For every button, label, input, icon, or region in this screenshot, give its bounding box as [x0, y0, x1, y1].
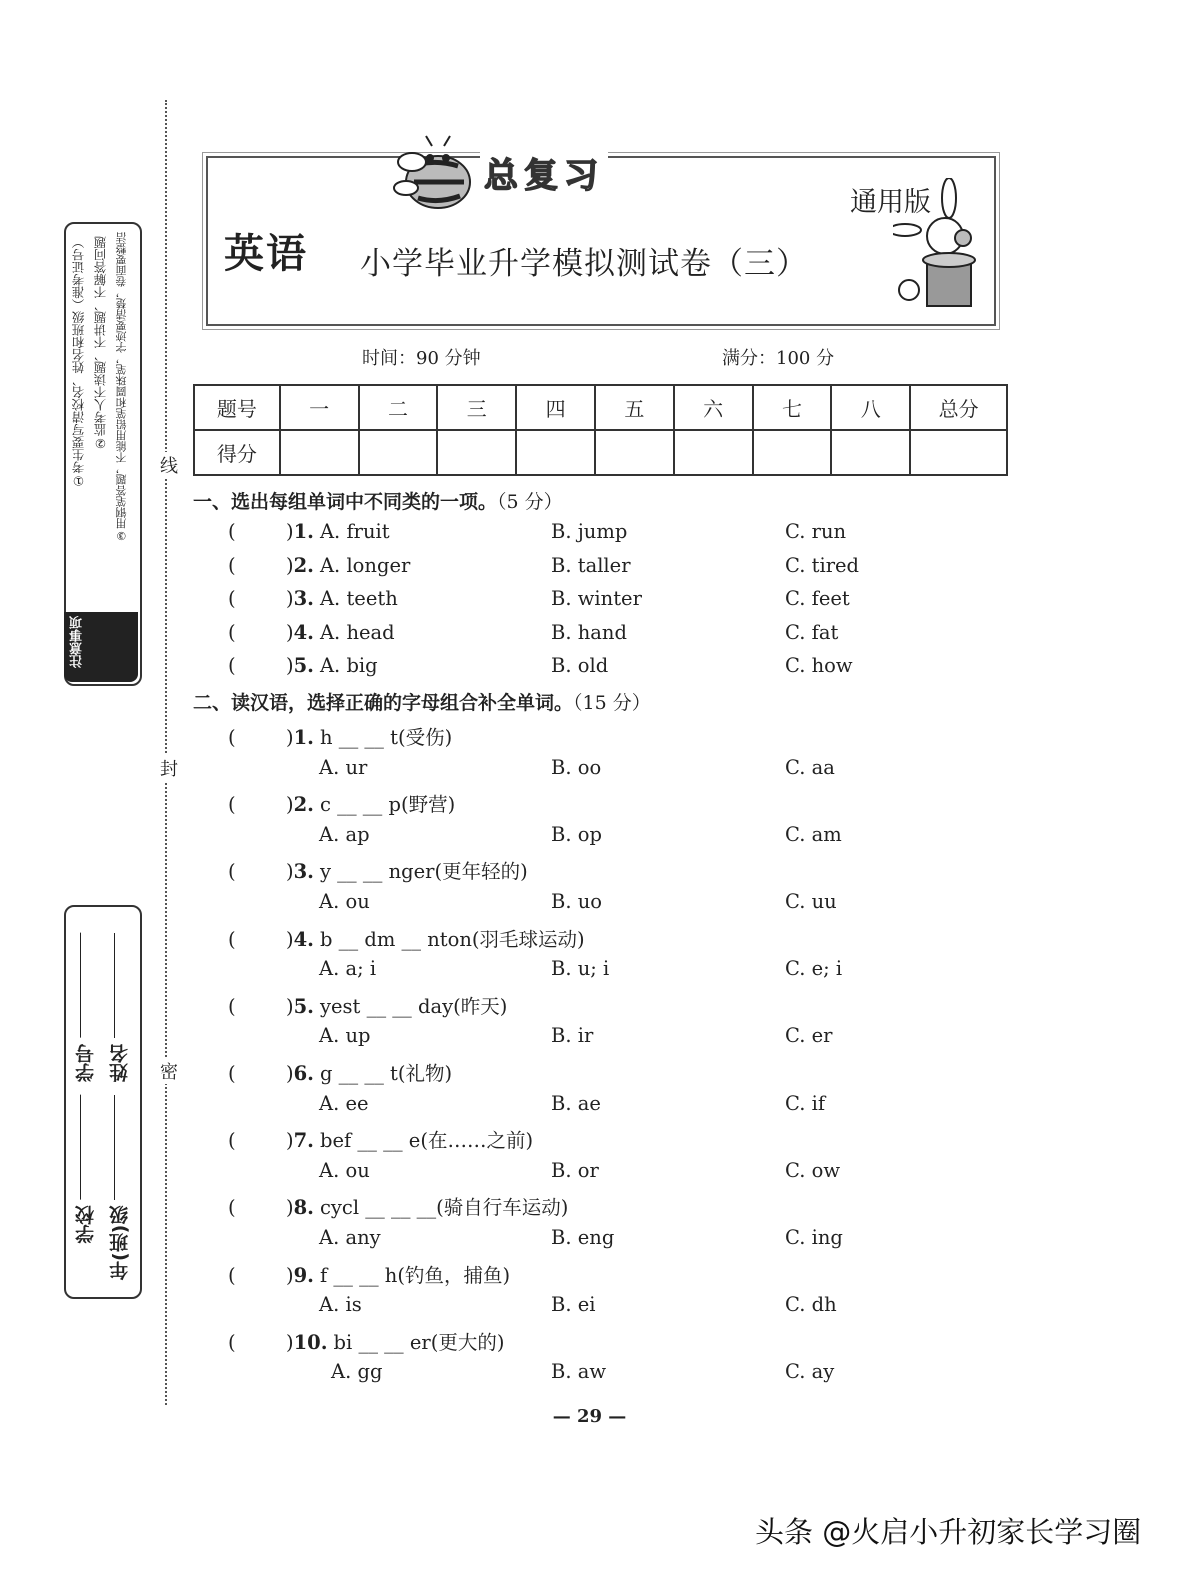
score-table-header-row: [194, 385, 1007, 430]
table-cell: 五: [595, 385, 674, 430]
question-number: 3.: [293, 860, 314, 884]
option-a: A. big: [319, 654, 378, 677]
option-b: B. winter: [551, 587, 642, 610]
question-row: ( )1. A. fruit: [228, 520, 390, 543]
option-b: B. ae: [551, 1091, 601, 1115]
answer-blank[interactable]: (: [228, 1263, 236, 1287]
option-a: A. ap: [319, 822, 370, 846]
notice-2: ②监考人不读题、不讲题、不解答问题: [93, 236, 108, 451]
option-b: B. or: [551, 1158, 599, 1182]
question-number: 6.: [293, 1062, 314, 1085]
question-stem: c __ __ p(野营): [319, 793, 456, 817]
review-badge: 总复习: [480, 148, 608, 197]
notice-3: ③用钢笔答题，不能用铅笔和圆珠笔，字迹要清楚，卷面要整洁: [115, 232, 128, 542]
option-a: A. fruit: [319, 520, 390, 543]
option-a: A. teeth: [319, 587, 398, 610]
section2-title: 二、读汉语，选择正确的字母组合补全单词。: [193, 692, 574, 714]
question-number: 4.: [293, 620, 314, 644]
question-number: 5.: [293, 654, 314, 677]
table-cell: 八: [831, 385, 910, 430]
score-table-score-row: [194, 430, 1007, 475]
bee-icon: [392, 132, 484, 218]
option-a: A. ou: [319, 889, 370, 913]
cut-mark-close: 密: [158, 1058, 180, 1084]
option-b: B. aw: [551, 1360, 607, 1384]
question-stem: bef __ __ e(在……之前): [319, 1129, 534, 1153]
question-row: ( )5. yest __ __ day(昨天): [228, 994, 508, 1018]
score-input-cell[interactable]: [516, 430, 595, 475]
option-a: A. head: [319, 620, 395, 644]
option-c: C. feet: [785, 587, 850, 610]
notice-heading: [64, 612, 138, 682]
option-c: C. fat: [785, 620, 839, 644]
full-score: 满分：100 分: [722, 348, 835, 369]
table-cell: 六: [674, 385, 753, 430]
score-input-cell[interactable]: [831, 430, 910, 475]
question-row: ( )3. y __ __ nger(更年轻的): [228, 860, 528, 884]
option-c: C. if: [785, 1091, 826, 1115]
score-input-cell[interactable]: [359, 430, 438, 475]
score-table: [193, 384, 1008, 476]
score-input-cell[interactable]: [280, 430, 359, 475]
answer-blank[interactable]: (: [228, 520, 236, 543]
question-row: ( )2. A. longer: [228, 553, 411, 577]
question-stem: y __ __ nger(更年轻的): [319, 860, 528, 884]
binding-dotted-line: [165, 100, 167, 1405]
question-number: 2.: [293, 793, 314, 817]
answer-blank[interactable]: (: [228, 860, 236, 884]
answer-blank[interactable]: (: [228, 793, 236, 817]
answer-blank[interactable]: (: [228, 620, 236, 644]
question-stem: yest __ __ day(昨天): [319, 994, 508, 1018]
option-a: A. ur: [319, 755, 368, 779]
question-number: 4.: [293, 927, 314, 951]
answer-blank[interactable]: (: [228, 1196, 236, 1220]
option-c: C. run: [785, 520, 847, 543]
option-c: C. tired: [785, 553, 860, 577]
table-cell: 题号: [194, 385, 280, 430]
question-row: ( )1. h __ __ t(受伤): [228, 726, 453, 749]
option-c: C. how: [785, 654, 853, 677]
table-cell: 三: [437, 385, 516, 430]
score-input-cell[interactable]: [674, 430, 753, 475]
question-row: ( )2. c __ __ p(野营): [228, 793, 456, 817]
question-number: 1.: [293, 520, 314, 543]
option-a: A. gg: [331, 1360, 383, 1384]
option-a: A. any: [319, 1225, 381, 1249]
option-c: C. am: [785, 822, 842, 846]
answer-blank[interactable]: (: [228, 587, 236, 610]
table-cell: 得分: [194, 430, 280, 475]
option-b: B. eng: [551, 1225, 615, 1249]
cut-mark-line: 线: [158, 452, 180, 478]
option-a: A. is: [319, 1293, 362, 1317]
option-b: B. ir: [551, 1024, 594, 1048]
page-number: — 29 —: [552, 1406, 627, 1427]
name-label: 姓名: [109, 1044, 131, 1082]
section2-heading: [193, 688, 651, 715]
watermark: 头条 @火启小升初家长学习圈: [755, 1515, 1142, 1549]
question-number: 9.: [293, 1263, 314, 1287]
question-row: ( )6. g __ __ t(礼物): [228, 1062, 453, 1085]
answer-blank[interactable]: (: [228, 726, 236, 749]
option-b: B. op: [551, 822, 602, 846]
section1-points: （5 分）: [497, 491, 563, 513]
exam-title: 小学毕业升学模拟测试卷（三）: [360, 246, 808, 282]
rabbit-magician-icon: [893, 178, 985, 310]
class-label: 年(班)级: [109, 1205, 131, 1280]
question-stem: b __ dm __ nton(羽毛球运动): [319, 927, 585, 951]
score-input-cell[interactable]: [437, 430, 516, 475]
question-stem: g __ __ t(礼物): [319, 1062, 453, 1085]
option-a: A. up: [319, 1024, 371, 1048]
student-id-label: 学号: [75, 1044, 97, 1082]
answer-blank[interactable]: (: [228, 994, 236, 1018]
option-b: B. oo: [551, 755, 602, 779]
question-row: ( )4. b __ dm __ nton(羽毛球运动): [228, 927, 585, 951]
option-c: C. ow: [785, 1158, 841, 1182]
option-a: A. ee: [319, 1091, 369, 1115]
school-label: 学校: [75, 1205, 97, 1244]
option-c: C. ay: [785, 1360, 835, 1384]
score-input-cell[interactable]: [753, 430, 832, 475]
notice-1: ①考生要写清校名、姓名和班级（准考证号）: [71, 236, 86, 489]
answer-blank[interactable]: (: [228, 553, 236, 577]
question-number: 1.: [293, 726, 314, 749]
table-cell: 二: [359, 385, 438, 430]
question-number: 10.: [293, 1330, 328, 1354]
section2-points: （15 分）: [573, 692, 651, 714]
table-cell: 一: [280, 385, 359, 430]
option-b: B. taller: [551, 553, 631, 577]
option-b: B. ei: [551, 1293, 596, 1317]
answer-blank[interactable]: (: [228, 1062, 236, 1085]
option-a: A. longer: [319, 553, 411, 577]
score-input-cell[interactable]: [910, 430, 1007, 475]
score-input-cell[interactable]: [595, 430, 674, 475]
question-row: ( )5. A. big: [228, 654, 378, 677]
exam-time: 时间：90 分钟: [362, 348, 481, 369]
question-stem: bi __ __ er(更大的): [333, 1330, 505, 1354]
option-a: A. ou: [319, 1158, 370, 1182]
answer-blank[interactable]: (: [228, 1330, 236, 1354]
question-row: ( )9. f __ __ h(钓鱼，捕鱼): [228, 1263, 511, 1287]
table-cell: 七: [753, 385, 832, 430]
question-stem: h __ __ t(受伤): [319, 726, 453, 749]
answer-blank[interactable]: (: [228, 654, 236, 677]
school-field[interactable]: [72, 927, 99, 1244]
question-row: ( )7. bef __ __ e(在……之前): [228, 1129, 534, 1153]
option-c: C. ing: [785, 1225, 843, 1249]
option-c: C. aa: [785, 755, 835, 779]
answer-blank[interactable]: (: [228, 1129, 236, 1153]
option-c: C. dh: [785, 1293, 837, 1317]
question-number: 2.: [293, 553, 314, 577]
option-c: C. uu: [785, 889, 837, 913]
option-b: B. jump: [551, 520, 628, 543]
option-b: B. hand: [551, 620, 627, 644]
answer-blank[interactable]: (: [228, 927, 236, 951]
question-number: 5.: [293, 994, 314, 1018]
question-number: 7.: [293, 1129, 314, 1153]
edition-label: 通用版: [850, 187, 931, 218]
question-row: ( )8. cycl __ __ __(骑自行车运动): [228, 1196, 569, 1220]
table-cell: 四: [516, 385, 595, 430]
question-number: 8.: [293, 1196, 314, 1220]
section1-heading: [193, 487, 563, 514]
option-b: B. uo: [551, 889, 603, 913]
table-cell: 总分: [910, 385, 1007, 430]
option-b: B. u; i: [551, 957, 610, 981]
question-row: ( )3. A. teeth: [228, 587, 398, 610]
cut-mark-seal: 封: [158, 755, 180, 781]
question-row: ( )4. A. head: [228, 620, 395, 644]
option-c: C. er: [785, 1024, 833, 1048]
option-c: C. e; i: [785, 957, 843, 981]
section1-title: 一、选出每组单词中不同类的一项。: [193, 491, 498, 513]
question-stem: f __ __ h(钓鱼，捕鱼): [319, 1263, 511, 1287]
question-row: ( )10. bi __ __ er(更大的): [228, 1330, 505, 1354]
notice-heading-text: 注意事项: [70, 616, 85, 668]
subject-title: 英语: [224, 231, 308, 277]
question-stem: cycl __ __ __(骑自行车运动): [319, 1196, 569, 1220]
option-a: A. a; i: [319, 957, 377, 981]
question-number: 3.: [293, 587, 314, 610]
class-field[interactable]: [106, 927, 133, 1280]
student-info-box: [64, 905, 142, 1299]
option-b: B. old: [551, 654, 609, 677]
